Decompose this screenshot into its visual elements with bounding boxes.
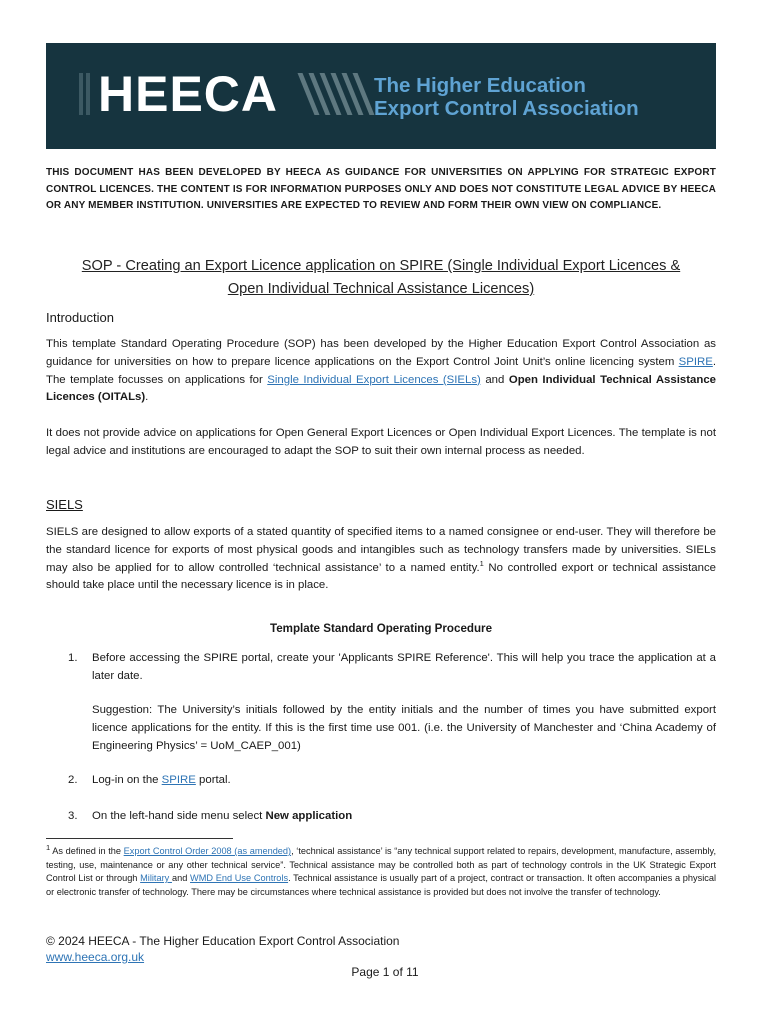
step-2-number: 2. <box>68 774 78 786</box>
introduction-heading: Introduction <box>46 310 114 325</box>
spire-link[interactable]: SPIRE <box>678 355 713 368</box>
step-3-text <box>92 808 716 826</box>
procedure-heading: Template Standard Operating Procedure <box>269 622 493 635</box>
step-2-text-a: Log-in on the <box>92 774 162 786</box>
step-2-text <box>92 772 716 790</box>
new-application-bold: New application <box>265 810 353 822</box>
military-link[interactable]: Military <box>140 873 172 884</box>
logo-bars-decoration <box>79 73 91 115</box>
step-3-number: 3. <box>68 810 78 822</box>
siels-heading: SIELS <box>46 497 83 512</box>
intro-text-d: . <box>145 391 149 404</box>
wmd-end-use-controls-link[interactable]: WMD End Use Controls <box>190 873 289 884</box>
spire-portal-link[interactable]: SPIRE <box>161 774 196 786</box>
step-1-suggestion-text: Suggestion: The University’s initials followed by the entity initials and the number of times you have submitted export licence applications for the entity. If this is the first time use 001. (i.e. the University of Manchester and ‘China Academy of Engineering Physics’ = UoM_CAEP_001) <box>92 704 716 752</box>
heeca-logo-text: HEECA <box>98 66 279 122</box>
footer-copyright: © 2024 HEECA - The Higher Education Export Control Association <box>46 934 400 948</box>
header-banner <box>46 43 716 149</box>
step-1-text: Before accessing the SPIRE portal, create your 'Applicants SPIRE Reference'. This will help you trace the application at a later date. <box>92 652 716 682</box>
step-2 <box>46 772 716 790</box>
banner-title <box>374 74 639 120</box>
disclaimer-text: THIS DOCUMENT HAS BEEN DEVELOPED BY HEECA AS GUIDANCE FOR UNIVERSITIES ON APPLYING FOR STRATEGIC EXPORT CONTROL LICENCES. THE CONTENT IS FOR INFORMATION PURPOSES ONLY AND DOES NOT CONSTITUTE LEGAL ADVICE BY HEECA OR ANY MEMBER INSTITUTION. UNIVERSITIES ARE EXPECTED TO REVIEW AND FORM THEIR OWN VIEW ON COMPLIANCE. <box>46 167 716 211</box>
footnote-divider <box>46 838 233 839</box>
banner-title-line2: Export Control Association <box>374 97 639 120</box>
footer-website-link[interactable]: www.heeca.org.uk <box>46 950 145 964</box>
siels-text-a: SIELS are designed to allow exports of a stated quantity of specified items to a named consignee or end-user. They will therefore be the standard licence for exports of most physical goods and intangibles such as technology transfers made by universities. SIELs may also be applied for to allow controlled ‘technical assistance’ to a named entity. <box>46 526 716 574</box>
oitals-bold: Open Individual Technical Assistance Licences (OITALs) <box>46 373 716 404</box>
step-1-number: 1. <box>68 652 78 664</box>
introduction-paragraph-2: It does not provide advice on applications for Open General Export Licences or Open Individual Export Licences. The template is not legal advice and institutions are encouraged to adapt the SOP to suit their own internal process as needed. <box>46 427 716 457</box>
intro-text-a: This template Standard Operating Procedure (SOP) has been developed by the Higher Education Export Control Association as guidance for universities on how to prepare licence applications on the Export Control Joint Unit’s online licencing system <box>46 338 716 368</box>
footnote-ref[interactable]: 1 <box>479 558 484 568</box>
document-title-line2: Open Individual Technical Assistance Licences) <box>227 281 535 297</box>
footnote-number: 1 <box>46 842 51 852</box>
step-1 <box>46 650 716 686</box>
footnote-text-a: As defined in the <box>50 846 124 856</box>
footnote-text-b: , ‘technical assistance’ is “any technical support related to repairs, development, manufacture, assembly, testing, use, maintenance or any other technical service”. Technical assistance may be controlled both as part of technology controls in the UK Strategic Export Control List or through <box>46 846 716 884</box>
step-3 <box>46 808 716 826</box>
footnote-text-d: . Technical assistance is usually part of a project, contract or transaction. It often accompanies a physical or electronic transfer of technology. There may be circumstances where technical assistance is provided but does not involve the transfer of technology. <box>46 873 716 897</box>
document-title <box>46 255 716 301</box>
introduction-paragraph-1 <box>46 336 716 407</box>
intro-text-c: and <box>480 373 509 386</box>
footnote-1 <box>46 842 716 899</box>
document-title-line1: SOP - Creating an Export Licence application on SPIRE (Single Individual Export Licences & <box>81 258 681 274</box>
step-2-text-b: portal. <box>195 774 231 786</box>
banner-title-line1: The Higher Education <box>374 74 586 97</box>
step-1-suggestion <box>46 702 716 755</box>
siels-text-b: No controlled export or technical assistance should take place until the necessary licence is in place. <box>46 561 716 592</box>
step-3-text-a: On the left-hand side menu select <box>92 810 266 822</box>
export-control-order-link[interactable]: Export Control Order 2008 (as amended) <box>123 846 292 856</box>
siels-paragraph <box>46 524 716 595</box>
siels-link[interactable]: Single Individual Export Licences (SIELs) <box>267 373 481 386</box>
intro-text-b: . The template focusses on applications for <box>46 355 716 386</box>
page-number: Page 1 of 11 <box>351 965 419 979</box>
footnote-text-c: and <box>171 873 191 884</box>
